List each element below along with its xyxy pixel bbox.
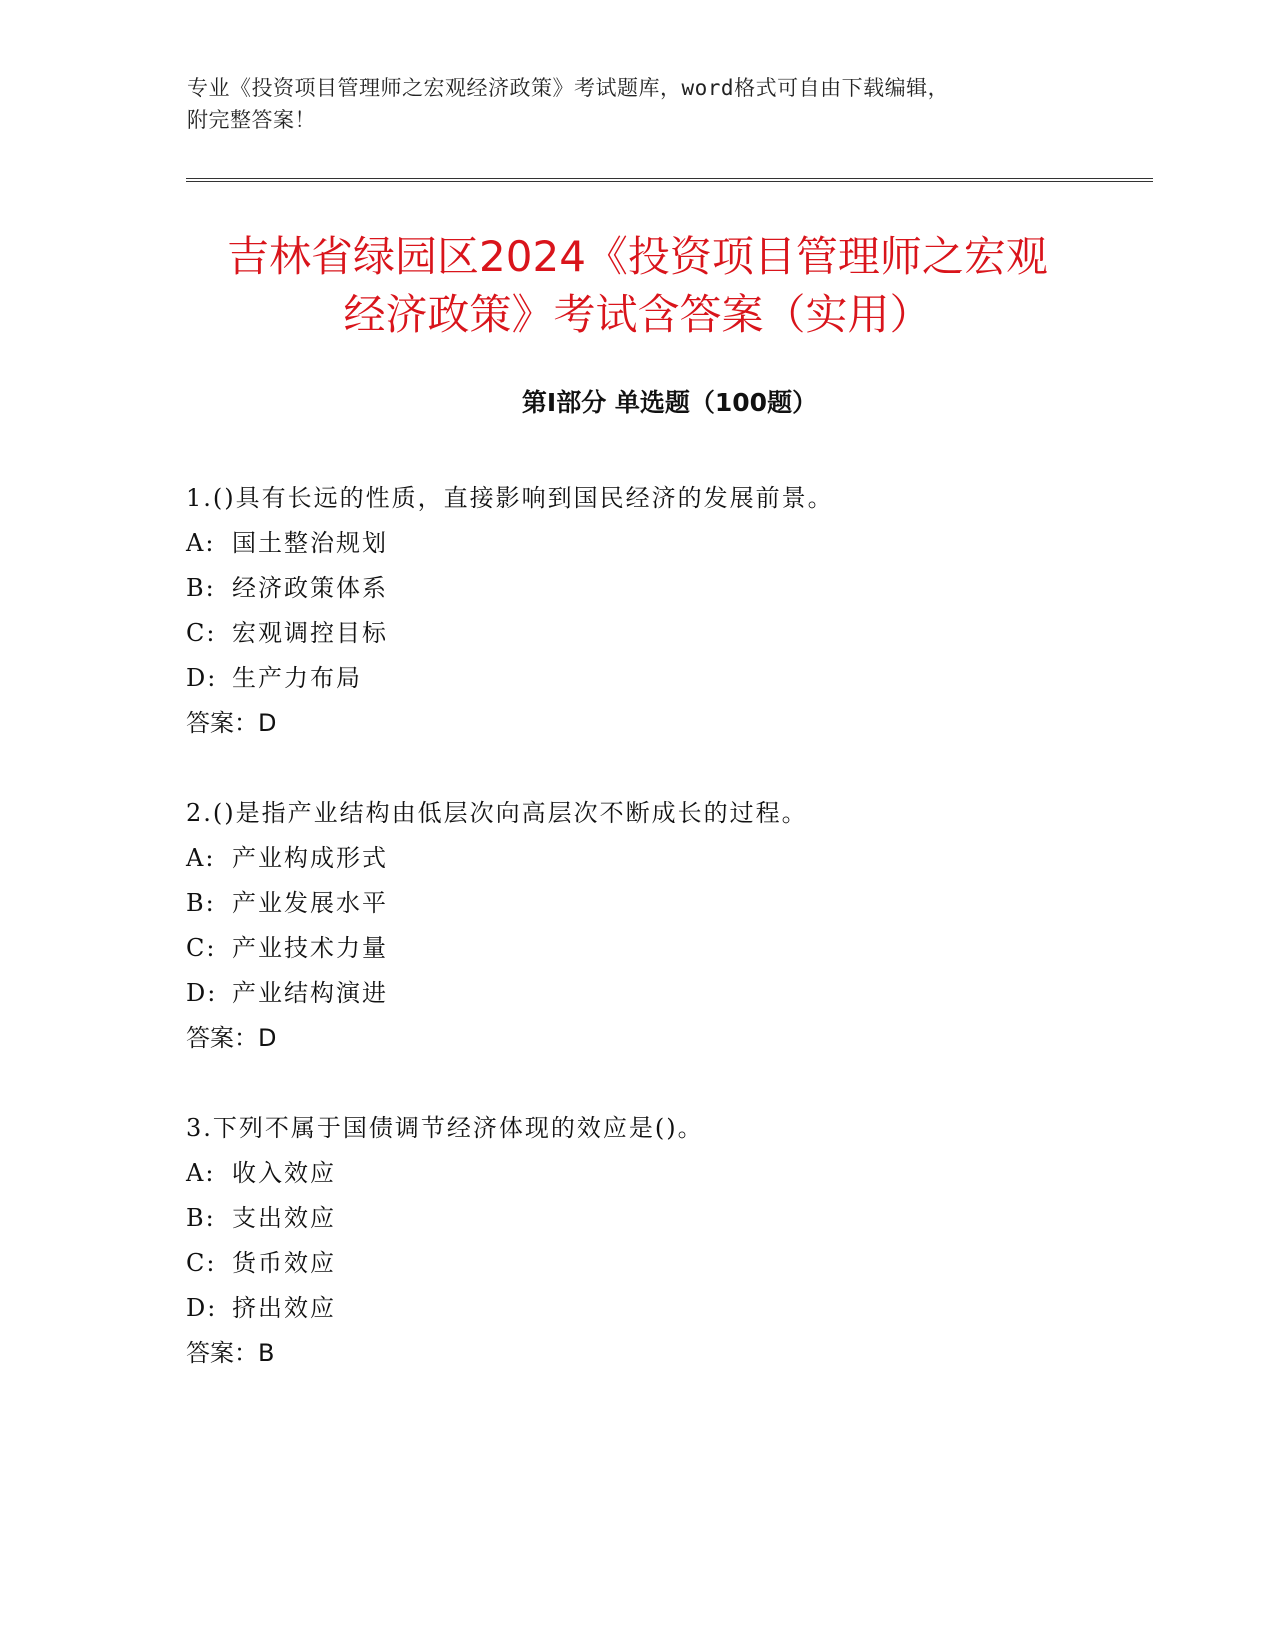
header-note-line-1: 专业《投资项目管理师之宏观经济政策》考试题库，word格式可自由下载编辑，	[187, 76, 950, 100]
option-b	[186, 881, 1146, 926]
option-d	[186, 656, 1146, 701]
option-letter: D:	[186, 979, 218, 1007]
option-letter: C:	[186, 619, 217, 647]
option-c	[186, 611, 1146, 656]
document-title	[130, 228, 1145, 344]
option-text: 收入效应	[232, 1159, 336, 1187]
header-note	[187, 72, 1067, 136]
question-stem: 2.()是指产业结构由低层次向高层次不断成长的过程。	[186, 799, 808, 827]
option-text: 挤出效应	[232, 1294, 336, 1322]
option-letter: D:	[186, 664, 218, 692]
document-title-line-2: 经济政策》考试含答案（实用）	[343, 290, 932, 339]
option-text: 宏观调控目标	[232, 619, 388, 647]
option-text: 支出效应	[232, 1204, 336, 1232]
option-text: 生产力布局	[232, 664, 362, 692]
option-text: 产业发展水平	[232, 889, 388, 917]
option-a	[186, 1151, 1146, 1196]
option-b	[186, 566, 1146, 611]
option-letter: B:	[186, 889, 216, 917]
option-text: 国土整治规划	[232, 529, 388, 557]
option-a	[186, 521, 1146, 566]
option-letter: B:	[186, 1204, 216, 1232]
option-d	[186, 1286, 1146, 1331]
section-title: 第Ⅰ部分 单选题（100题）	[521, 388, 818, 417]
option-letter: A:	[186, 844, 216, 872]
question-item	[186, 476, 1146, 746]
answer-line: 答案：B	[186, 1339, 275, 1367]
question-item	[186, 1106, 1146, 1376]
option-text: 产业技术力量	[232, 934, 388, 962]
option-b	[186, 1196, 1146, 1241]
option-c	[186, 926, 1146, 971]
option-d	[186, 971, 1146, 1016]
question-list	[186, 476, 1146, 1421]
option-letter: A:	[186, 1159, 216, 1187]
header-note-line-2: 附完整答案！	[187, 108, 316, 132]
question-item	[186, 791, 1146, 1061]
document-title-line-1: 吉林省绿园区2024《投资项目管理师之宏观	[227, 232, 1048, 281]
option-text: 货币效应	[232, 1249, 336, 1277]
option-letter: D:	[186, 1294, 218, 1322]
option-letter: B:	[186, 574, 216, 602]
option-text: 经济政策体系	[232, 574, 388, 602]
option-letter: C:	[186, 934, 217, 962]
question-stem: 1.()具有长远的性质，直接影响到国民经济的发展前景。	[186, 484, 834, 512]
question-stem: 3.下列不属于国债调节经济体现的效应是()。	[186, 1114, 704, 1142]
option-letter: A:	[186, 529, 216, 557]
header-divider	[186, 178, 1153, 182]
option-text: 产业构成形式	[232, 844, 388, 872]
option-c	[186, 1241, 1146, 1286]
answer-line: 答案：D	[186, 1024, 277, 1052]
answer-line: 答案：D	[186, 709, 277, 737]
option-a	[186, 836, 1146, 881]
option-letter: C:	[186, 1249, 217, 1277]
option-text: 产业结构演进	[232, 979, 388, 1007]
